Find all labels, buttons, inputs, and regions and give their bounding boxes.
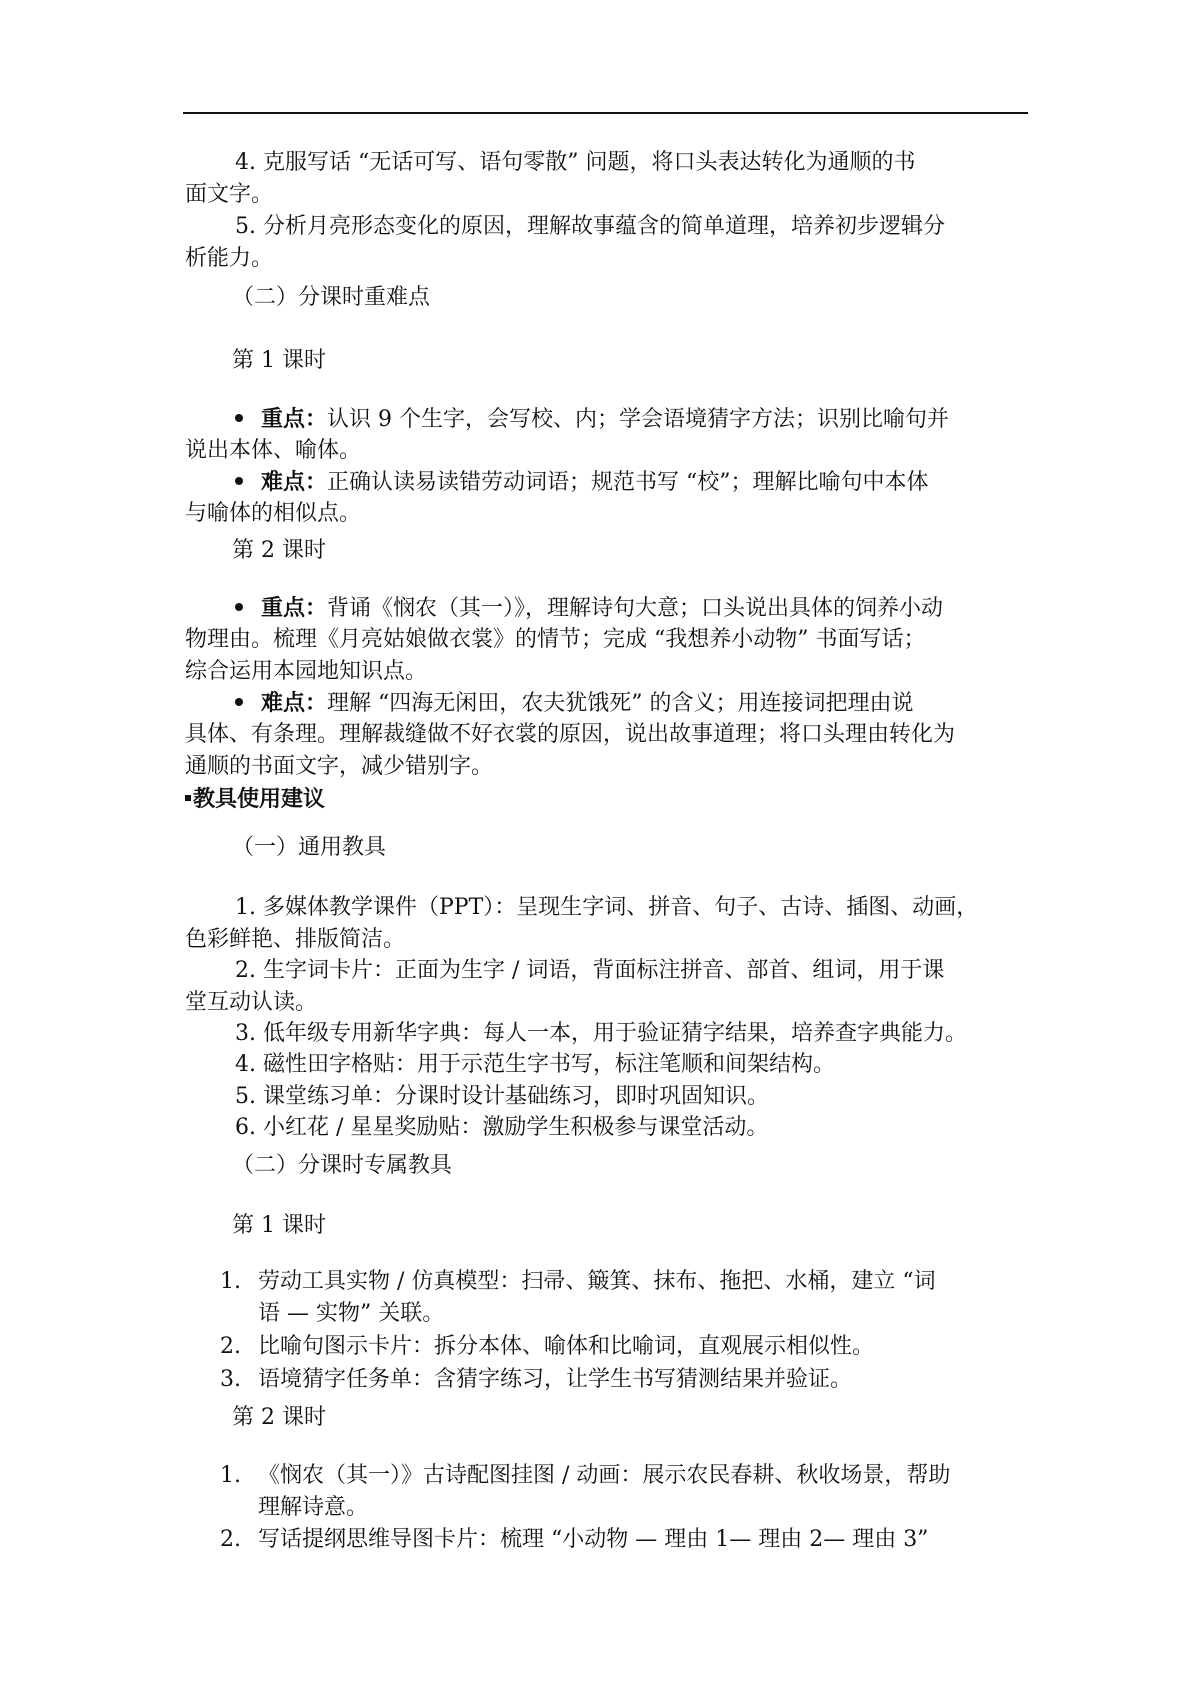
lesson1-key-text: 认识 9 个生字，会写校、内；学会语境猜字方法；识别比喻句并 [327, 407, 950, 432]
bullet-icon [235, 603, 243, 611]
tools-l1-item3: 语境猜字任务单：含猜字练习，让学生书写猜测结果并验证。 [258, 1367, 853, 1392]
lesson2-key-line2: 物理由。梳理《月亮姑娘做衣裳》的情节；完成 “我想养小动物” 书面写话； [185, 627, 926, 652]
tools-l2-item2-num: 2. [220, 1527, 241, 1552]
tools-lesson1-title: 第 1 课时 [232, 1213, 326, 1238]
general-tool-5: 5. 课堂练习单：分课时设计基础练习，即时巩固知识。 [235, 1084, 769, 1109]
key-label: 重点： [261, 406, 328, 432]
tools-l1-item2-num: 2. [220, 1334, 241, 1359]
tools-l1-item3-num: 3. [220, 1367, 241, 1392]
tools-l2-item1-num: 1. [220, 1463, 241, 1488]
objective-4-line2: 面文字。 [185, 182, 274, 207]
bullet-icon [235, 414, 243, 422]
lesson2-diff-text: 理解 “四海无闲田，农夫犹饿死” 的含义；用连接词把理由说 [327, 691, 914, 716]
general-tool-4: 4. 磁性田字格贴：用于示范生字书写，标注笔顺和间架结构。 [235, 1052, 835, 1077]
tools-l2-item1-line2: 理解诗意。 [258, 1495, 369, 1520]
lesson2-title: 第 2 课时 [232, 538, 326, 563]
key-label: 重点： [261, 595, 328, 621]
tools-l2-item1-line1: 《悯农（其一）》古诗配图挂图 / 动画：展示农民春耕、秋收场景，帮助 [258, 1463, 951, 1488]
tools-lesson2-title: 第 2 课时 [232, 1405, 326, 1430]
tools-l2-item2: 写话提纲思维导图卡片：梳理 “小动物 — 理由 1— 理由 2— 理由 3” [258, 1527, 929, 1552]
lesson1-key-line2: 说出本体、喻体。 [185, 438, 362, 463]
lesson1-diff-text: 正确认读易读错劳动词语；规范书写 “校”；理解比喻句中本体 [327, 470, 929, 495]
objective-4-line1: 4. 克服写话 “无话可写、语句零散” 问题，将口头表达转化为通顺的书 [235, 150, 916, 175]
header-rule [183, 112, 1028, 114]
lesson1-diff-line1 [235, 466, 1080, 499]
lesson2-key-line3: 综合运用本园地知识点。 [185, 659, 428, 684]
lesson1-title: 第 1 课时 [232, 348, 326, 373]
general-tools-title: （一）通用教具 [232, 835, 387, 860]
lesson2-key-line1 [235, 592, 1080, 625]
lesson1-diff-line2: 与喻体的相似点。 [185, 501, 362, 526]
tools-heading-text: 教具使用建议 [193, 787, 326, 812]
bullet-icon [235, 477, 243, 485]
objective-5-line1: 5. 分析月亮形态变化的原因，理解故事蕴含的简单道理，培养初步逻辑分 [235, 214, 945, 239]
square-bullet-icon [185, 795, 191, 801]
bullet-icon [235, 698, 243, 706]
lesson2-diff-line1 [235, 687, 1080, 720]
tools-l1-item1-line2: 语 — 实物” 关联。 [258, 1301, 445, 1326]
general-tool-1-line1: 1. 多媒体教学课件（PPT）：呈现生字词、拼音、句子、古诗、插图、动画， [235, 895, 979, 920]
lesson1-key-line1 [235, 403, 1080, 436]
general-tool-6: 6. 小红花 / 星星奖励贴：激励学生积极参与课堂活动。 [235, 1115, 769, 1140]
lesson2-key-text: 背诵《悯农（其一）》，理解诗句大意；口头说出具体的饲养小动 [327, 596, 944, 621]
difficulty-label: 难点： [261, 690, 328, 716]
general-tool-2-line2: 堂互动认读。 [185, 990, 318, 1015]
objective-5-line2: 析能力。 [185, 246, 274, 271]
tools-l1-item1-num: 1. [220, 1269, 241, 1294]
general-tool-3: 3. 低年级专用新华字典：每人一本，用于验证猜字结果，培养查字典能力。 [235, 1021, 967, 1046]
difficulty-label: 难点： [261, 469, 328, 495]
tools-heading [185, 784, 325, 816]
special-tools-title: （二）分课时专属教具 [232, 1153, 453, 1178]
general-tool-1-line2: 色彩鲜艳、排版简洁。 [185, 927, 406, 952]
section-title-key-points: （二）分课时重难点 [232, 285, 431, 310]
tools-l1-item1-line1: 劳动工具实物 / 仿真模型：扫帚、簸箕、抹布、拖把、水桶，建立 “词 [258, 1269, 936, 1294]
lesson2-diff-line3: 通顺的书面文字，减少错别字。 [185, 754, 494, 779]
tools-l1-item2: 比喻句图示卡片：拆分本体、喻体和比喻词，直观展示相似性。 [258, 1334, 875, 1359]
general-tool-2-line1: 2. 生字词卡片：正面为生字 / 词语，背面标注拼音、部首、组词，用于课 [235, 958, 945, 983]
lesson2-diff-line2: 具体、有条理。理解裁缝做不好衣裳的原因，说出故事道理；将口头理由转化为 [185, 722, 956, 747]
